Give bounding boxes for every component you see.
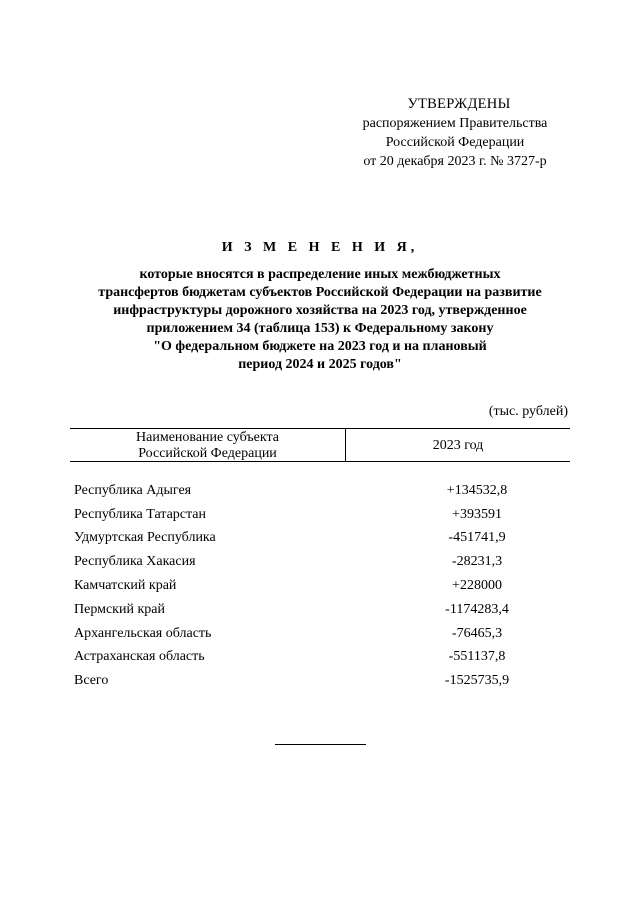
row-value: -551137,8 xyxy=(448,649,506,665)
row-value: +228000 xyxy=(452,578,502,594)
subtitle-line: приложением 34 (таблица 153) к Федеральному закону xyxy=(146,321,494,336)
row-subject: Камчатский край xyxy=(74,578,177,594)
table-row xyxy=(74,479,570,503)
row-value: -76465,3 xyxy=(451,625,503,641)
row-subject: Астраханская область xyxy=(74,649,205,665)
end-divider xyxy=(275,744,366,745)
header-year: 2023 год xyxy=(432,438,484,453)
row-value: -28231,3 xyxy=(451,554,503,570)
table-row xyxy=(74,646,570,670)
approval-block xyxy=(330,95,580,171)
document-subtitle xyxy=(60,266,580,374)
row-subject: Всего xyxy=(74,673,109,689)
table-row xyxy=(74,527,570,551)
header-subject-line: Наименование субъекта xyxy=(136,430,279,445)
approval-line: распоряжением Правительства xyxy=(362,116,548,131)
table-row xyxy=(74,550,570,574)
approval-line: Российской Федерации xyxy=(385,135,525,150)
approval-heading: УТВЕРЖДЕНЫ xyxy=(407,96,511,112)
table-row xyxy=(74,598,570,622)
row-value: +393591 xyxy=(452,506,502,522)
table-row xyxy=(74,503,570,527)
units-label: (тыс. рублей) xyxy=(488,404,568,419)
subtitle-line: "О федеральном бюджете на 2023 год и на плановый xyxy=(153,339,487,354)
table-body xyxy=(74,479,570,693)
header-subject-name xyxy=(70,429,346,461)
row-value: -1174283,4 xyxy=(445,601,509,617)
table-row-total xyxy=(74,669,570,693)
subtitle-line: трансфертов бюджетам субъектов Российской Федерации на развитие xyxy=(98,285,542,300)
approval-line: от 20 декабря 2023 г. № 3727-р xyxy=(363,154,547,169)
table-row xyxy=(74,574,570,598)
row-subject: Пермский край xyxy=(74,601,165,617)
row-subject: Архангельская область xyxy=(74,625,212,641)
row-subject: Удмуртская Республика xyxy=(74,530,216,546)
subtitle-line: которые вносятся в распределение иных межбюджетных xyxy=(139,267,501,282)
row-subject: Республика Татарстан xyxy=(74,506,207,522)
row-subject: Республика Адыгея xyxy=(74,482,192,498)
row-subject: Республика Хакасия xyxy=(74,554,196,570)
row-value: +134532,8 xyxy=(446,482,508,498)
table-row xyxy=(74,622,570,646)
row-value: -1525735,9 xyxy=(444,673,510,689)
subtitle-line: инфраструктуры дорожного хозяйства на 2023 год, утвержденное xyxy=(113,303,527,318)
document-title: И З М Е Н Е Н И Я, xyxy=(221,240,419,255)
subtitle-line: период 2024 и 2025 годов" xyxy=(238,357,402,372)
row-value: -451741,9 xyxy=(448,530,506,546)
table-header xyxy=(70,428,570,462)
header-subject-line: Российской Федерации xyxy=(138,446,277,461)
